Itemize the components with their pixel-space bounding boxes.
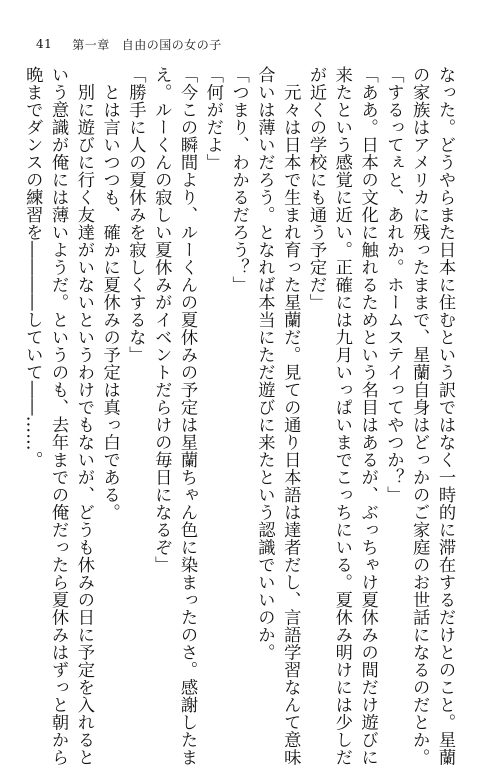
text-line: 「するってぇと、あれか。ホームステイってやつか？」 [383, 66, 404, 504]
page-number: 41 [36, 37, 53, 51]
text-line: が近くの学校にも通う予定だ」 [306, 66, 327, 311]
text-line: の家族はアメリカに残ったままで、星蘭自身はどっかのご家庭のお世話になるのだとか。 [409, 66, 430, 766]
text-line: 元々は日本で生まれ育った星蘭だ。見ての通り日本語は達者だし、言語学習なんて意味 [280, 66, 301, 766]
text-line: 「つまり、わかるだろう？」 [228, 66, 249, 294]
text-line: え。ルーくんの寂しい夏休みがイベントだらけの毎日になるぞ」 [151, 66, 172, 574]
text-line: いう意識が俺には薄いようだ。というのも、去年までの俺だったら夏休みはずっと朝から [48, 66, 69, 766]
running-head [36, 34, 222, 54]
text-line: なった。どうやらまた日本に住むという訳ではなく一時的に滞在するだけとのこと。星蘭 [435, 66, 455, 766]
chapter-title: 自由の国の女の子 [121, 37, 222, 52]
text-line: 「何がだよ」 [202, 66, 223, 171]
vertical-body-text [22, 66, 457, 766]
chapter-label: 第一章 [72, 37, 110, 52]
text-line: 来たという感覚に近い。正確には九月いっぱいまでこっちにいる。夏休み明けには少しだ [331, 66, 352, 766]
text-line: とは言いつつも、確かに夏休みの予定は真っ白である。 [99, 66, 120, 521]
text-line: 「今この瞬間より、ルーくんの夏休みの予定は星蘭ちゃん色に染まったのさ。感謝したま [177, 66, 198, 766]
text-line: 別に遊びに行く友達がいないというわけでもないが、どうも休みの日に予定を入れると [73, 66, 94, 766]
text-line: 「ああ。日本の文化に触れるためという名目はあるが、ぶっちゃけ夏休みの間だけ遊びに [357, 66, 378, 766]
text-line: 合いは薄いだろう。となれば本当にただ遊びに来たという認識でいいのか。 [254, 66, 275, 661]
text-line: 「勝手に人の夏休みを寂しくするな」 [125, 66, 146, 364]
text-line: 晩までダンスの練習を――――していて――……。 [22, 66, 43, 469]
